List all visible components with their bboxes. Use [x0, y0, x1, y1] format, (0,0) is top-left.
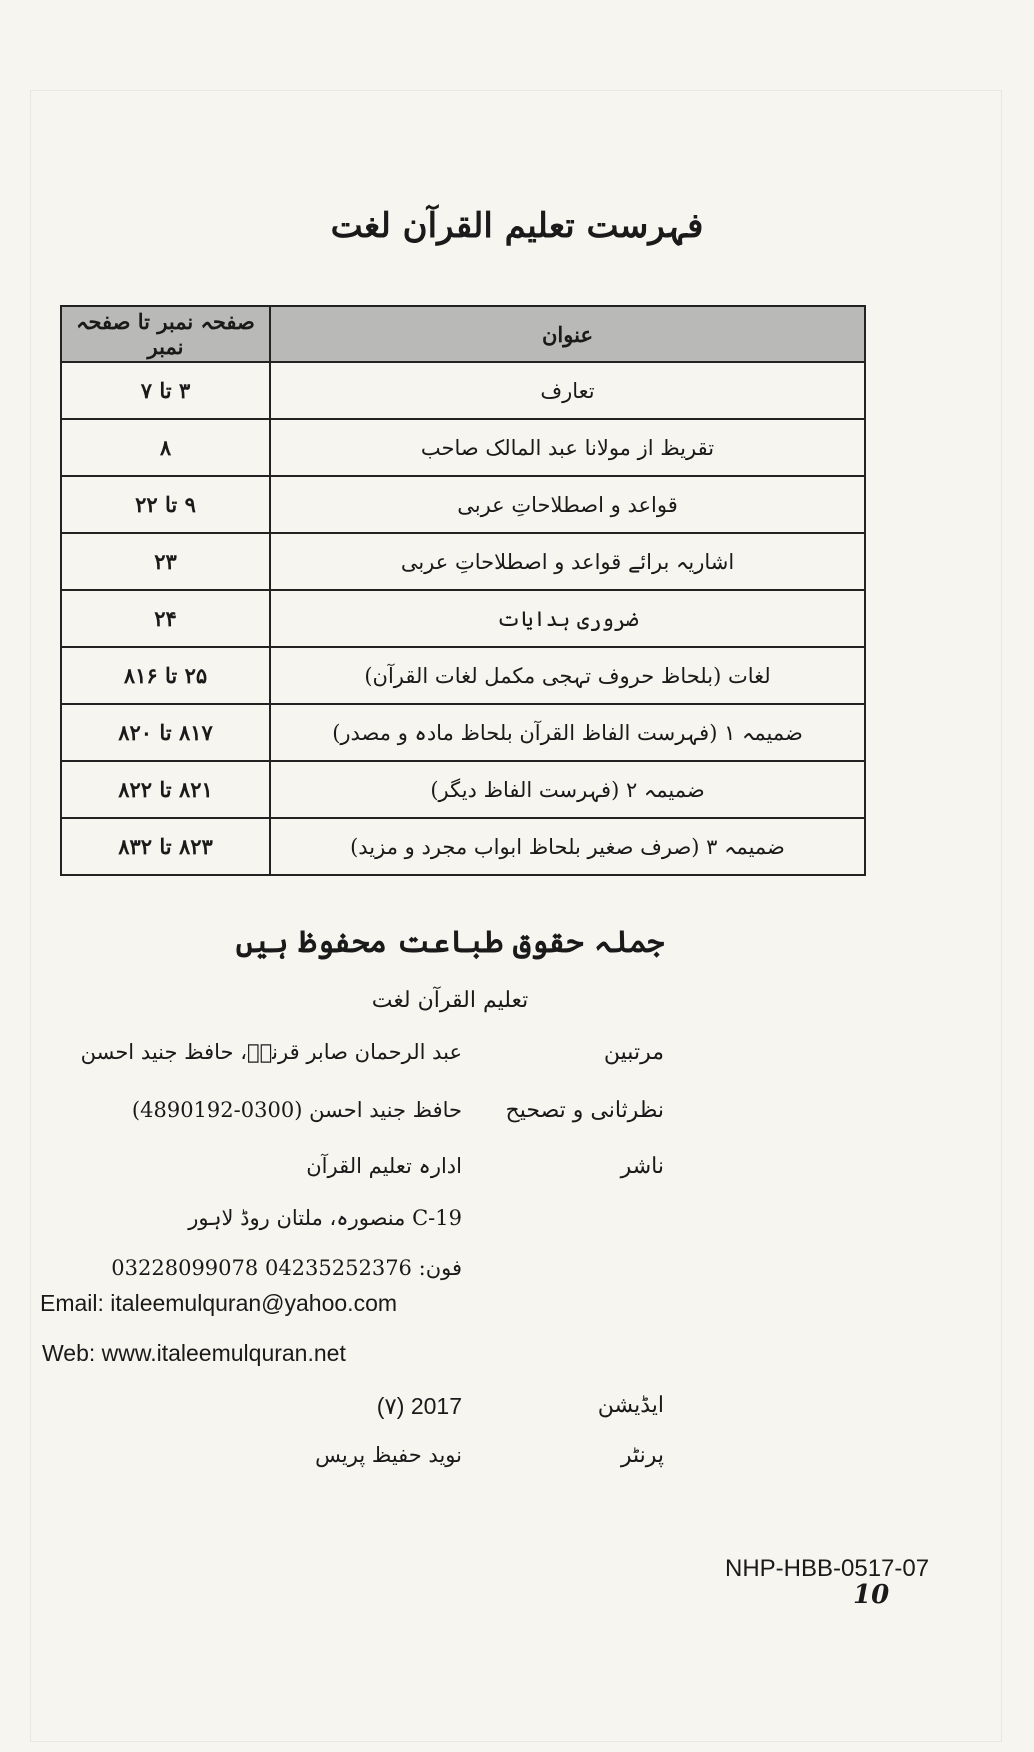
toc-entry-title: ضمیمہ ۲ (فہرست الفاظ دیگر): [270, 761, 865, 818]
toc-entry-title: قواعد و اصطلاحاتِ عربی: [270, 476, 865, 533]
toc-entry-pages: ۸: [61, 419, 270, 476]
page-number: 10: [853, 1580, 890, 1610]
toc-entry-pages: ۸۲۱ تا ۸۲۲: [61, 761, 270, 818]
toc-entry-pages: ۸۱۷ تا ۸۲۰: [61, 704, 270, 761]
web-line: Web: www.italeemulquran.net: [42, 1340, 346, 1366]
table-row: [61, 362, 865, 419]
toc-table: [60, 305, 866, 876]
toc-header-title: عنوان: [270, 306, 865, 362]
toc-header-pages: صفحہ نمبر تا صفحہ نمبر: [61, 306, 270, 362]
table-row: [61, 590, 865, 647]
toc-header-row: [61, 306, 865, 362]
toc-entry-pages: ۲۳: [61, 533, 270, 590]
table-row: [61, 818, 865, 875]
toc-entry-pages: ۸۲۳ تا ۸۳۲: [61, 818, 270, 875]
toc-entry-title: تقریظ از مولانا عبد المالک صاحب: [270, 419, 865, 476]
printer-value: نوید حفیظ پریس: [315, 1443, 462, 1467]
toc-entry-title: تعارف: [270, 362, 865, 419]
table-row: [61, 647, 865, 704]
edition-label: ایڈیشن: [597, 1393, 664, 1418]
page-title: فہرست تعلیم القرآن لغت: [330, 206, 704, 246]
table-row: [61, 419, 865, 476]
toc-entry-pages: ۲۵ تا ۸۱۶: [61, 647, 270, 704]
toc-entry-pages: ۹ تا ۲۲: [61, 476, 270, 533]
table-row: [61, 476, 865, 533]
publisher-address: 19-C منصورہ، ملتان روڈ لاہور: [188, 1206, 462, 1230]
compilers-label: مرتبین: [603, 1040, 664, 1065]
toc-entry-pages: ۳ تا ۷: [61, 362, 270, 419]
toc-entry-pages: ۲۴: [61, 590, 270, 647]
review-label: نظرثانی و تصحیح: [505, 1098, 664, 1123]
toc-entry-title: لغات (بلحاظ حروف تہجی مکمل لغات القرآن): [270, 647, 865, 704]
toc-entry-title: ضروری ہدایات: [270, 590, 865, 647]
toc-entry-title: ضمیمہ ۱ (فہرست الفاظ القرآن بلحاظ مادہ و مصدر): [270, 704, 865, 761]
compilers-value: عبد الرحمان صابر قرنیؒ، حافظ جنید احسن: [80, 1040, 462, 1064]
print-code: NHP-HBB-0517-07: [725, 1555, 930, 1582]
table-row: [61, 533, 865, 590]
publisher-value: ادارہ تعلیم القرآن: [306, 1154, 462, 1178]
copyright-heading: جملہ حقوق طباعت محفوظ ہیں: [235, 925, 665, 960]
book-name: تعلیم القرآن لغت: [371, 988, 529, 1013]
edition-value: 2017 (۷): [376, 1393, 462, 1419]
toc-entry-title: اشاریہ برائے قواعد و اصطلاحاتِ عربی: [270, 533, 865, 590]
phone-numbers: فون: 04235252376 03228099078: [111, 1256, 462, 1280]
email-line: Email: italeemulquran@yahoo.com: [40, 1290, 398, 1316]
printer-label: پرنٹر: [620, 1443, 664, 1468]
table-row: [61, 761, 865, 818]
toc-entry-title: ضمیمہ ۳ (صرف صغیر بلحاظ ابواب مجرد و مزید): [270, 818, 865, 875]
publisher-label: ناشر: [620, 1154, 664, 1179]
table-row: [61, 704, 865, 761]
review-value: حافظ جنید احسن (0300-4890192): [131, 1098, 462, 1122]
